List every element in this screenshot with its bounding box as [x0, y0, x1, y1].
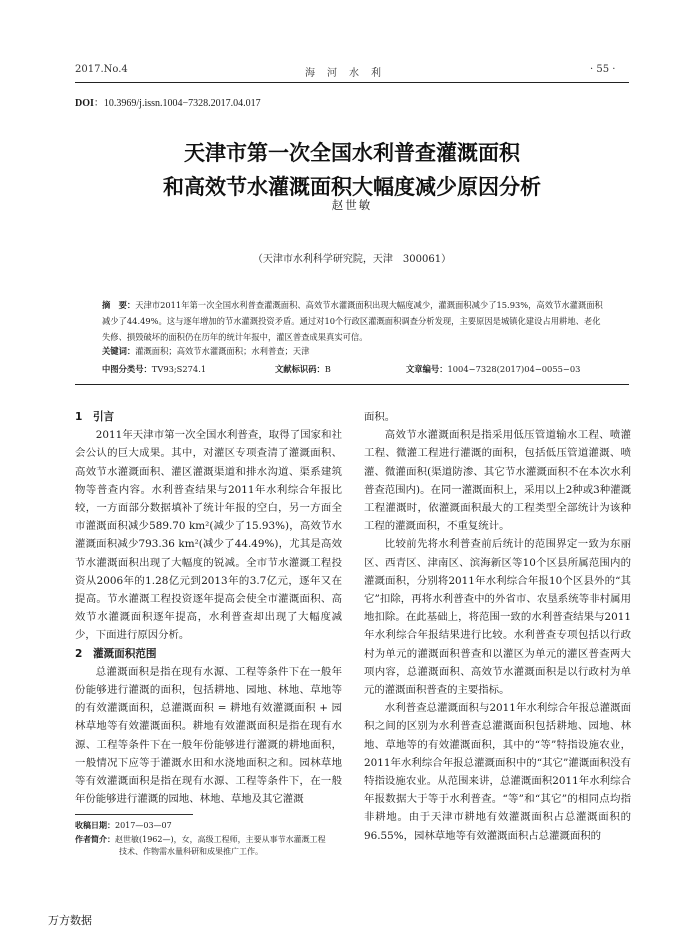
document-code: 文献标识码：B	[275, 364, 331, 374]
intro-paragraph: 2011年天津市第一次全国水利普查，取得了国家和社会公认的巨大成果。其中，对灌区专项查清了灌溉面积、高效节水灌溉面积、灌区灌溉渠道和排水沟道、渠系建筑物等普查内容。水利普查结果与2011年水利综合年报比较，一方面部分数据填补了统计年报的空白，另一方面全市灌溉面积减少589.70 km²(减少了15.93%)，高效节水灌溉面积减少793.36 km²(减少了44.49%)，尤其是高效节水灌溉面积出现了大幅度的锐减。全市节水灌溉工程投资从2006年的1.28亿元到2013年的3.7亿元，逐年又在提高。节水灌溉工程投资逐年提高会使全市灌溉面积、高效节水灌溉面积逐年提高，水利普查却出现了大幅度减少，下面进行原因分析。	[75, 429, 342, 642]
running-header-page: · 55 ·	[590, 64, 616, 75]
abstract-rule	[75, 384, 629, 385]
running-header-journal: 海 河 水 利	[305, 68, 382, 79]
doi: DOI：10.3969/j.issn.1004−7328.2017.04.017	[75, 98, 261, 109]
section-2-heading: 2 灌溉面积范围	[75, 647, 157, 660]
received-date: 收稿日期：2017—03—07	[75, 821, 172, 830]
wanfang-watermark: 万方数据	[48, 914, 92, 927]
abstract	[102, 297, 608, 345]
irrigation-scope-paragraph: 总灌溉面积是指在现有水源、工程等条件下在一般年份能够进行灌溉的面积，包括耕地、园地、林地、草地等的有效灌溉面积，总灌溉面积 = 耕地有效灌溉面积 + 园林草地等有效灌溉面积。耕地有效灌溉面积是指在现有水源、工程等条件下在一般年份能够进行灌溉的耕地面积，一般情况下应等于灌溉水田和水浇地面积之和。园林草地等有效灌溉面积是指在现有水源、工程等条件下，在一般年份能够进行灌溉的园地、林地、草地及其它灌溉	[75, 665, 342, 806]
author-affiliation: （天津市水利科学研究院，天津 300061）	[252, 254, 452, 265]
author-bio: 作者简介：赵世敏(1962—)，女，高级工程师，主要从事节水灌溉工程 技术、作物需水量科研和成果推广工作。	[75, 835, 326, 856]
abstract-label: 摘 要：	[102, 300, 136, 310]
continued-text: 面积。	[364, 411, 396, 423]
section-1-heading: 1 引言	[75, 411, 115, 423]
paper-title-line2: 和高效节水灌溉面积大幅度减少原因分析	[163, 175, 541, 199]
running-header-issue: 2017.No.4	[75, 64, 128, 75]
left-column	[75, 408, 342, 808]
header-rule	[75, 82, 629, 83]
scope-comparison-paragraph: 比较前先将水利普查前后统计的范围界定一致为东丽区、西青区、津南区、滨海新区等10个区县所属范围内的灌溉面积，分别将2011年水利综合年报10个区县外的“其它”扣除，再将水利普查中的外省市、农垦系统等非村属用地扣除。在此基础上，将范围一致的水利普查结果与2011年水利综合年报结果进行比较。水利普查专项包括以行政村为单元的灌溉面积普查和以灌区为单元的灌区普查两大项内容，总灌溉面积、高效节水灌溉面积是以行政村为单元的灌溉面积普查的主要指标。	[364, 538, 631, 697]
census-difference-paragraph: 水利普查总灌溉面积与2011年水利综合年报总灌溉面积之间的区别为水利普查总灌溉面积包括耕地、园地、林地、草地等的有效灌溉面积，其中的“等”特指设施农业，2011年水利综合年报总灌溉面积中的“其它”灌溉面积没有特指设施农业。从范围来讲，总灌溉面积2011年水利综合年报数据大于等于水利普查。“等”和“其它”的相同点均指非耕地。由于天津市耕地有效灌溉面积占总灌溉面积的96.55%，园林草地等有效灌溉面积占总灌溉面积的	[364, 702, 631, 842]
abstract-text: 天津市2011年第一次全国水利普查灌溉面积、高效节水灌溉面积出现大幅度减少，灌溉面积减少了15.93%，高效节水灌溉面积减少了44.49%。这与逐年增加的节水灌溉投资矛盾。通过对10个行政区灌溉面积调查分析发现，主要原因是城镇化建设占用耕地、老化失修、損毁破坏的面积仍在历年的统计年报中，灌区普查成果真实可信。	[102, 300, 603, 342]
author-name: 赵世敏	[331, 198, 373, 212]
water-saving-definition-paragraph: 高效节水灌溉面积是指采用低压管道输水工程、喷灌工程、微灌工程进行灌溉的面积，包括低压管道灌溉、喷灌、微灌面积(渠道防渗、其它节水灌溉面积不在本次水利普查范围内)。在同一灌溉面积上，采用以上2种或3种灌溉工程灌溉时，依灌溉面积最大的工程类型全部统计为该种工程的灌溉面积，不重复统计。	[364, 429, 631, 533]
keywords: 关键词：灌溉面积；高效节水灌溉面积；水利普查；天津	[102, 346, 310, 356]
clc-number: 中图分类号：TV93;S274.1	[102, 364, 207, 374]
footnote-rule	[75, 814, 193, 815]
article-number: 文章编号：1004−7328(2017)04−0055−03	[406, 364, 581, 374]
right-column	[364, 408, 631, 845]
paper-title-line1: 天津市第一次全国水利普查灌溉面积	[184, 141, 520, 165]
